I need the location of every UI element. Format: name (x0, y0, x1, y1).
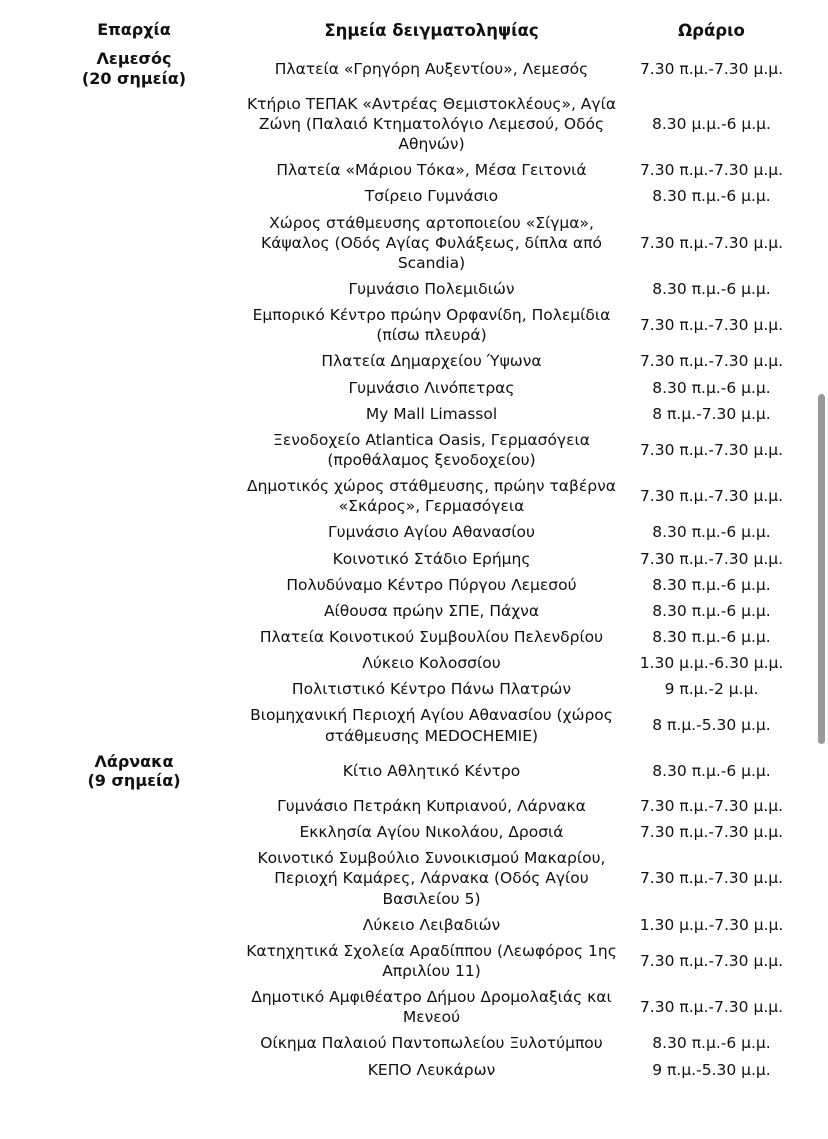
district-cell (34, 157, 234, 183)
table-row (34, 1057, 794, 1083)
sampling-point-cell: Λύκειο Λειβαδιών (362, 915, 501, 934)
hours-cell: 1.30 μ.μ.-6.30 μ.μ. (639, 654, 784, 673)
hours-cell: 8.30 π.μ.-6 μ.μ. (652, 575, 771, 594)
table-row (34, 46, 794, 90)
table-row (34, 302, 794, 348)
table-row (34, 375, 794, 401)
table-row (34, 749, 794, 793)
table-row (34, 912, 794, 938)
sampling-point-cell: Πλατεία «Μάριου Τόκα», Μέσα Γειτονιά (276, 161, 587, 180)
hours-cell: 7.30 π.μ.-7.30 μ.μ. (639, 316, 784, 335)
sampling-points-table (34, 18, 794, 1083)
sampling-point-cell: Δημοτικό Αμφιθέατρο Δήμου Δρομολαξιάς και Μενεού (251, 988, 612, 1027)
sampling-point-cell: Εκκλησία Αγίου Νικολάου, Δροσιά (299, 823, 564, 842)
sampling-point-cell: Αίθουσα πρώην ΣΠΕ, Πάχνα (323, 601, 540, 620)
table-row (34, 276, 794, 302)
sampling-point-cell: Πλατεία Κοινοτικού Συμβουλίου Πελενδρίου (259, 627, 604, 646)
hours-cell: 9 π.μ.-2 μ.μ. (664, 680, 759, 699)
table-row (34, 401, 794, 427)
district-cell (34, 302, 234, 348)
hours-cell: 8 π.μ.-5.30 μ.μ. (652, 716, 771, 735)
district-cell (34, 375, 234, 401)
district-cell (34, 819, 234, 845)
hours-cell: 7.30 π.μ.-7.30 μ.μ. (639, 161, 784, 180)
hours-cell: 8.30 π.μ.-6 μ.μ. (652, 601, 771, 620)
hours-cell: 9 π.μ.-5.30 μ.μ. (652, 1060, 771, 1079)
sampling-point-cell: Τσίρειο Γυμνάσιο (364, 187, 499, 206)
sampling-point-cell: Εμπορικό Κέντρο πρώην Ορφανίδη, Πολεμίδια (πίσω πλευρά) (252, 306, 611, 345)
sampling-point-cell: My Mall Limassol (365, 404, 498, 423)
table-row (34, 984, 794, 1030)
sampling-point-cell: Γυμνάσιο Λινόπετρας (348, 378, 515, 397)
sampling-point-cell: Οίκημα Παλαιού Παντοπωλείου Ξυλοτύμπου (260, 1034, 603, 1053)
table-row (34, 1030, 794, 1056)
table-row (34, 598, 794, 624)
district-cell (34, 46, 234, 90)
table-row (34, 938, 794, 984)
sampling-point-cell: Κίτιο Αθλητικό Κέντρο (342, 761, 521, 780)
sampling-point-cell: Γυμνάσιο Πετράκη Κυπριανού, Λάρνακα (277, 797, 586, 816)
hours-cell: 8.30 π.μ.-6 μ.μ. (652, 627, 771, 646)
district-cell (34, 702, 234, 748)
sampling-point-cell: ΚΕΠΟ Λευκάρων (367, 1060, 496, 1079)
district-count: (9 σημεία) (87, 770, 181, 790)
table-row (34, 624, 794, 650)
hours-cell: 8.30 μ.μ.-6 μ.μ. (652, 114, 771, 133)
district-cell (34, 912, 234, 938)
district-cell (34, 938, 234, 984)
sampling-point-cell: Χώρος στάθμευσης αρτοποιείου «Σίγμα», Κάψαλος (Οδός Αγίας Φυλάξεως, δίπλα από Scandia) (261, 213, 602, 272)
hours-cell: 7.30 π.μ.-7.30 μ.μ. (639, 951, 784, 970)
hours-cell: 7.30 π.μ.-7.30 μ.μ. (639, 823, 784, 842)
hours-cell: 7.30 π.μ.-7.30 μ.μ. (639, 998, 784, 1017)
table-row (34, 348, 794, 374)
table-row (34, 793, 794, 819)
table-row (34, 819, 794, 845)
hours-cell: 7.30 π.μ.-7.30 μ.μ. (639, 59, 784, 78)
table-body (34, 46, 794, 1082)
vertical-scrollbar[interactable] (818, 394, 825, 744)
table-row (34, 183, 794, 209)
sampling-point-cell: Λύκειο Κολοσσίου (362, 654, 501, 673)
sampling-point-cell: Κτήριο ΤΕΠΑΚ «Αντρέας Θεμιστοκλέους», Αγία Ζώνη (Παλαιό Κτηματολόγιο Λεμεσού, Οδός Αθηνών) (246, 94, 617, 154)
hours-cell: 8.30 π.μ.-6 μ.μ. (652, 1034, 771, 1053)
sampling-point-cell: Κατηχητικά Σχολεία Αραδίππου (Λεωφόρος 1ης Απριλίου 11) (246, 941, 617, 980)
sampling-point-cell: Πολυδύναμο Κέντρο Πύργου Λεμεσού (286, 575, 577, 594)
hours-cell: 1.30 μ.μ.-7.30 μ.μ. (639, 915, 784, 934)
sampling-point-cell: Γυμνάσιο Αγίου Αθανασίου (328, 523, 535, 542)
hours-cell: 8.30 π.μ.-6 μ.μ. (652, 279, 771, 298)
table-row (34, 427, 794, 473)
district-cell (34, 427, 234, 473)
column-header-hours: Ωράριο (678, 21, 745, 40)
table-row (34, 519, 794, 545)
sampling-point-cell: Δημοτικός χώρος στάθμευσης, πρώην ταβέρνα «Σκάρος», Γερμασόγεια (246, 477, 617, 516)
hours-cell: 7.30 π.μ.-7.30 μ.μ. (639, 549, 784, 568)
district-cell (34, 401, 234, 427)
table-header (34, 18, 794, 46)
district-cell (34, 598, 234, 624)
district-cell (34, 984, 234, 1030)
hours-cell: 7.30 π.μ.-7.30 μ.μ. (639, 797, 784, 816)
district-cell (34, 183, 234, 209)
table-row (34, 572, 794, 598)
district-cell (34, 91, 234, 157)
hours-cell: 7.30 π.μ.-7.30 μ.μ. (639, 487, 784, 506)
district-cell (34, 572, 234, 598)
hours-cell: 8.30 π.μ.-6 μ.μ. (652, 523, 771, 542)
district-cell (34, 1030, 234, 1056)
column-header-points: Σημεία δειγματοληψίας (324, 21, 539, 40)
hours-cell: 7.30 π.μ.-7.30 μ.μ. (639, 233, 784, 252)
sampling-point-cell: Γυμνάσιο Πολεμιδιών (348, 279, 515, 298)
sampling-point-cell: Πλατεία «Γρηγόρη Αυξεντίου», Λεμεσός (274, 59, 589, 78)
table-row (34, 676, 794, 702)
hours-cell: 8 π.μ.-7.30 μ.μ. (652, 404, 771, 423)
hours-cell: 8.30 π.μ.-6 μ.μ. (652, 761, 771, 780)
district-cell (34, 676, 234, 702)
district-name: Λάρνακα (94, 751, 174, 771)
sampling-point-cell: Πολιτιστικό Κέντρο Πάνω Πλατρών (291, 680, 572, 699)
district-cell (34, 845, 234, 911)
district-cell (34, 749, 234, 793)
district-cell (34, 624, 234, 650)
district-cell (34, 210, 234, 276)
district-cell (34, 546, 234, 572)
table-row (34, 473, 794, 519)
district-cell (34, 1057, 234, 1083)
sampling-point-cell: Κοινοτικό Στάδιο Ερήμης (332, 549, 531, 568)
table-header-row (34, 18, 794, 46)
district-name: Λεμεσός (96, 49, 172, 69)
table-row (34, 845, 794, 911)
table-row (34, 702, 794, 748)
table-row (34, 546, 794, 572)
sampling-point-cell: Πλατεία Δημαρχείου Ύψωνα (321, 352, 542, 371)
district-cell (34, 473, 234, 519)
district-cell (34, 276, 234, 302)
column-header-district: Επαρχία (97, 20, 171, 40)
district-cell (34, 348, 234, 374)
hours-cell: 7.30 π.μ.-7.30 μ.μ. (639, 352, 784, 371)
table-row (34, 91, 794, 157)
hours-cell: 7.30 π.μ.-7.30 μ.μ. (639, 869, 784, 888)
district-cell (34, 793, 234, 819)
district-count: (20 σημεία) (81, 68, 187, 88)
sampling-point-cell: Ξενοδοχείο Atlantica Oasis, Γερμασόγεια (προθάλαμος ξενοδοχείου) (273, 430, 590, 469)
table-row (34, 650, 794, 676)
district-cell (34, 650, 234, 676)
district-cell (34, 519, 234, 545)
table-row (34, 210, 794, 276)
sampling-point-cell: Κοινοτικό Συμβούλιο Συνοικισμού Μακαρίου, Περιοχή Καμάρες, Λάρνακα (Οδός Αγίου Βασιλείου 5) (257, 849, 606, 908)
hours-cell: 8.30 π.μ.-6 μ.μ. (652, 187, 771, 206)
sampling-point-cell: Βιομηχανική Περιοχή Αγίου Αθανασίου (χώρος στάθμευσης MEDOCHEMIE) (250, 706, 613, 745)
table-row (34, 157, 794, 183)
hours-cell: 7.30 π.μ.-7.30 μ.μ. (639, 440, 784, 459)
hours-cell: 8.30 π.μ.-6 μ.μ. (652, 378, 771, 397)
